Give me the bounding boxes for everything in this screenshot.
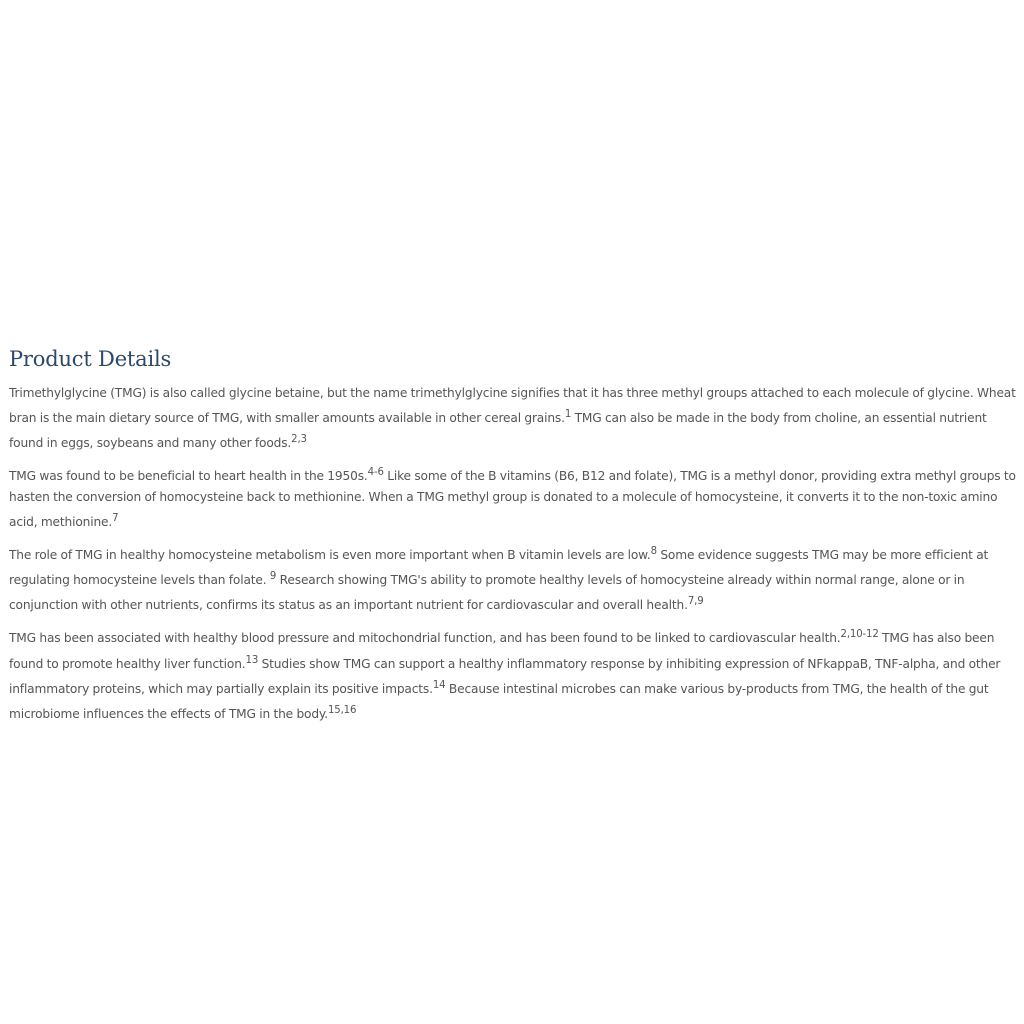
paragraph-text: TMG was found to be beneficial to heart health in the 1950s. bbox=[9, 469, 368, 484]
paragraph-text: The role of TMG in healthy homocysteine metabolism is even more important when B vitamin levels are low. bbox=[9, 548, 651, 563]
section-title: Product Details bbox=[9, 347, 172, 371]
paragraph-text: Some evidence suggests TMG may be more efficient at regulating homocysteine levels than folate. bbox=[9, 548, 989, 588]
citation-superscript: 13 bbox=[245, 654, 259, 666]
paragraph-text: Because intestinal microbes can make various by-products from TMG, the health of the gut microbiome influences the effects of TMG in the body. bbox=[9, 681, 989, 721]
paragraph-2 bbox=[9, 462, 1019, 533]
paragraph-text: Like some of the B vitamins (B6, B12 and folate), TMG is a methyl donor, providing extra methyl groups to hasten the conversion of homocysteine back to methionine. When a TMG methyl group is donated to a molecule of homocysteine, it converts it to the non-toxic amino acid, methionine. bbox=[9, 469, 1016, 530]
citation-superscript: 1 bbox=[564, 409, 572, 420]
paragraph-4 bbox=[9, 624, 1019, 724]
paragraph-3 bbox=[9, 541, 1019, 616]
citation-superscript: 7,9 bbox=[687, 596, 704, 608]
paragraph-text: Research showing TMG's ability to promote healthy levels of homocysteine already within normal range, alone or in conjunction with other nutrients, confirms its status as an important nutrient for cardiovascular and overall health. bbox=[9, 573, 965, 613]
citation-superscript: 9 bbox=[269, 571, 277, 583]
paragraph-text: Trimethylglycine (TMG) is also called glycine betaine, but the name trimethylglycine signifies that it has three methyl groups attached to each molecule of glycine. Wheat bran is the main dietary source of TMG, with smaller amounts available in other cereal grains. bbox=[9, 386, 1016, 426]
citation-superscript: 14 bbox=[432, 679, 446, 691]
citation-superscript: 2,3 bbox=[291, 434, 307, 446]
citation-superscript: 7 bbox=[112, 513, 119, 525]
paragraph-text: TMG has been associated with healthy blood pressure and mitochondrial function, and has been found to be linked to cardiovascular health. bbox=[9, 631, 841, 646]
citation-superscript: 4-6 bbox=[367, 467, 384, 479]
product-details-section bbox=[9, 344, 1019, 733]
paragraph-text: Studies show TMG can support a healthy inflammatory response by inhibiting expression of NFkappaB, TNF-alpha, and other inflammatory proteins, which may partially explain its positive impacts. bbox=[9, 656, 1001, 696]
citation-superscript: 2,10-12 bbox=[840, 629, 879, 641]
paragraph-1 bbox=[9, 383, 1019, 454]
paragraph-text: TMG has also been found to promote healthy liver function. bbox=[9, 631, 995, 671]
citation-superscript: 8 bbox=[650, 546, 657, 558]
paragraphs-container bbox=[9, 383, 1019, 725]
citation-superscript: 15,16 bbox=[327, 704, 357, 716]
paragraph-text: TMG can also be made in the body from choline, an essential nutrient found in eggs, soybeans and many other foods. bbox=[9, 411, 987, 451]
